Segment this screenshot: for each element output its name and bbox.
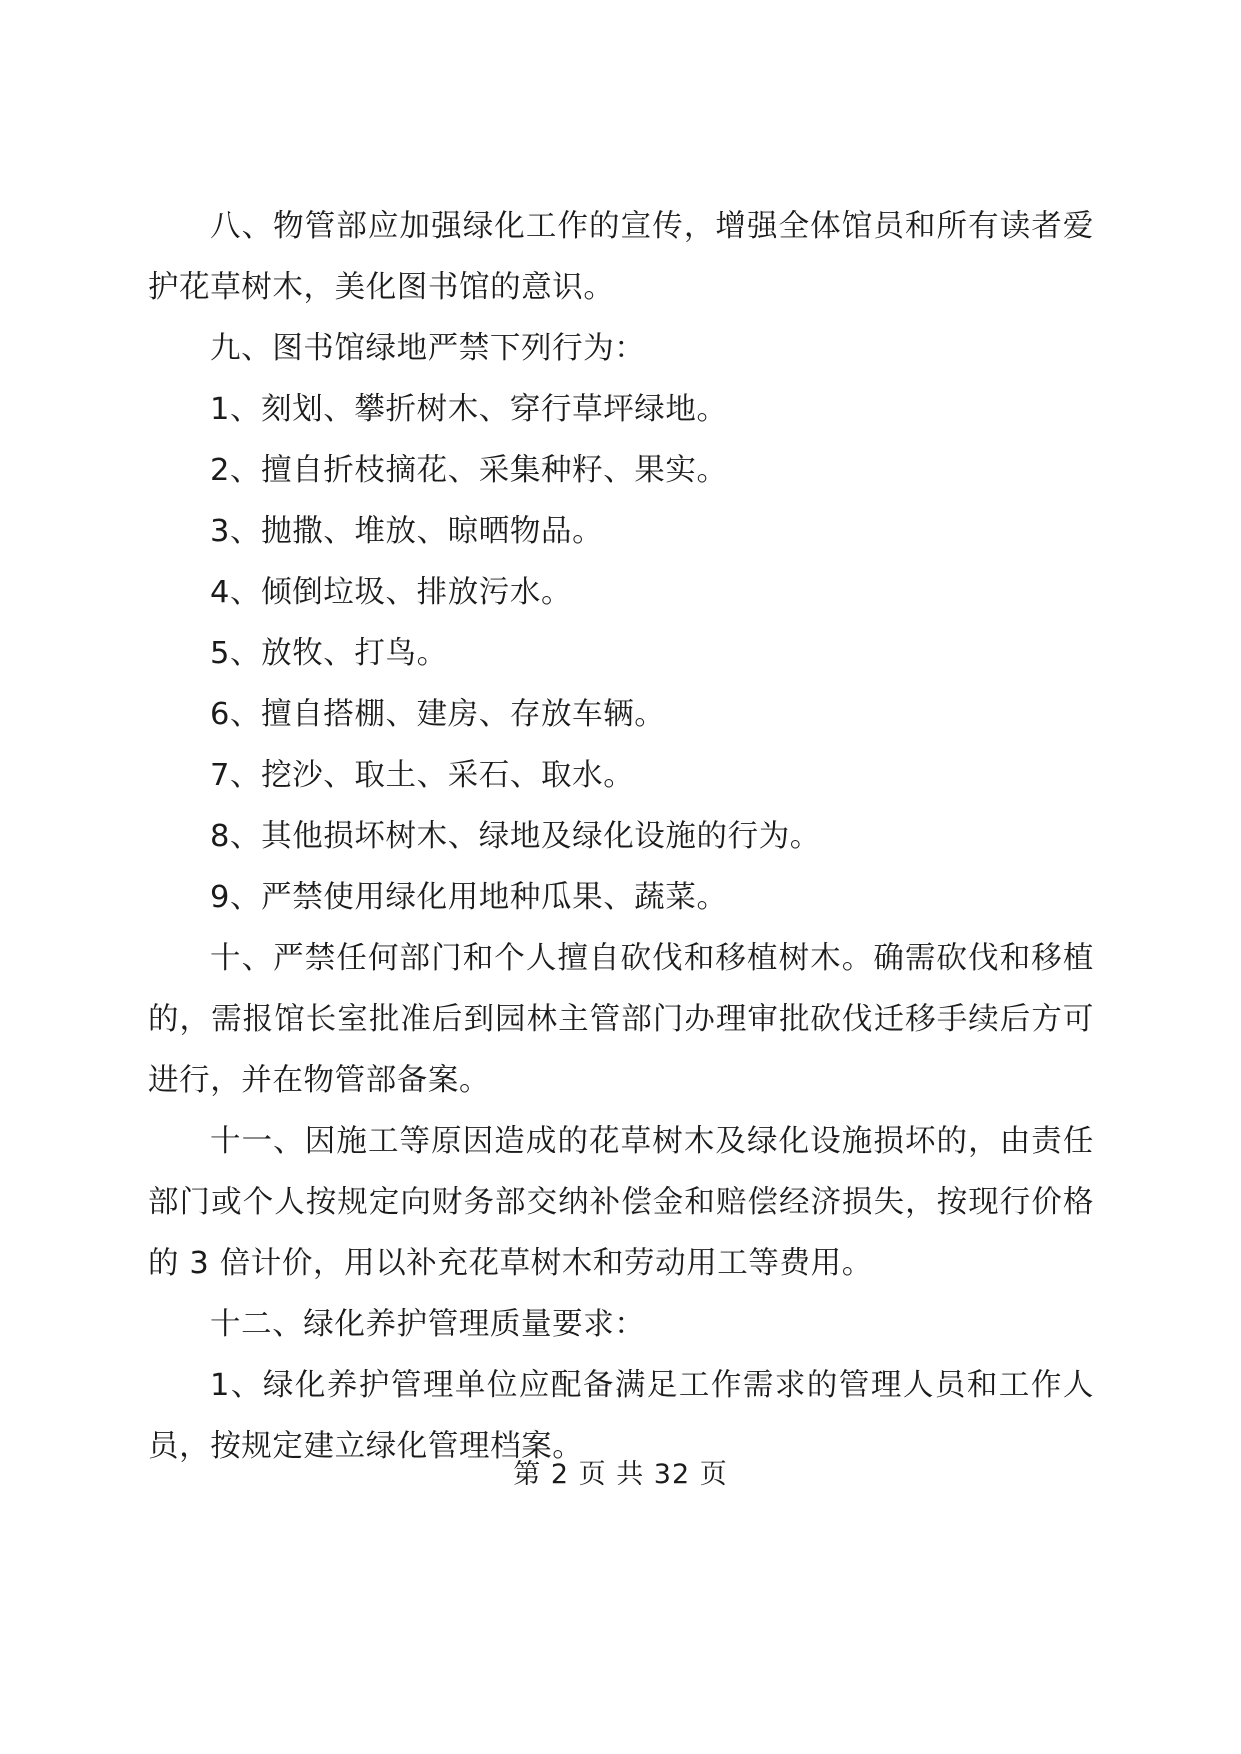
paragraph: 6、擅自搭棚、建房、存放车辆。 — [210, 697, 666, 732]
paragraph: 1、刻划、攀折树木、穿行草坪绿地。 — [210, 392, 728, 427]
paragraph: 4、倾倒垃圾、排放污水。 — [210, 575, 573, 610]
paragraph: 2、擅自折枝摘花、采集种籽、果实。 — [210, 453, 728, 488]
paragraph: 7、挖沙、取土、采石、取水。 — [210, 758, 635, 793]
paragraph: 3、抛撒、堆放、晾晒物品。 — [210, 514, 604, 549]
paragraph: 八、物管部应加强绿化工作的宣传，增强全体馆员和所有读者爱护花草树木，美化图书馆的意识。 — [148, 209, 1094, 305]
paragraph: 8、其他损坏树木、绿地及绿化设施的行为。 — [210, 819, 821, 854]
paragraph: 十一、因施工等原因造成的花草树木及绿化设施损坏的，由责任部门或个人按规定向财务部交纳补偿金和赔偿经济损失，按现行价格的 3 倍计价，用以补充花草树木和劳动用工等费用。 — [148, 1124, 1094, 1281]
paragraph: 9、严禁使用绿化用地种瓜果、蔬菜。 — [210, 880, 728, 915]
document-body — [148, 196, 1094, 1477]
paragraph: 十、严禁任何部门和个人擅自砍伐和移植树木。确需砍伐和移植的，需报馆长室批准后到园林主管部门办理审批砍伐迁移手续后方可进行，并在物管部备案。 — [148, 941, 1094, 1098]
paragraph: 1、绿化养护管理单位应配备满足工作需求的管理人员和工作人员，按规定建立绿化管理档案。 — [148, 1368, 1094, 1464]
paragraph: 九、图书馆绿地严禁下列行为： — [210, 331, 646, 366]
paragraph: 5、放牧、打鸟。 — [210, 636, 448, 671]
page-footer: 第 2 页 共 32 页 — [513, 1459, 728, 1490]
paragraph: 十二、绿化养护管理质量要求： — [210, 1307, 646, 1342]
